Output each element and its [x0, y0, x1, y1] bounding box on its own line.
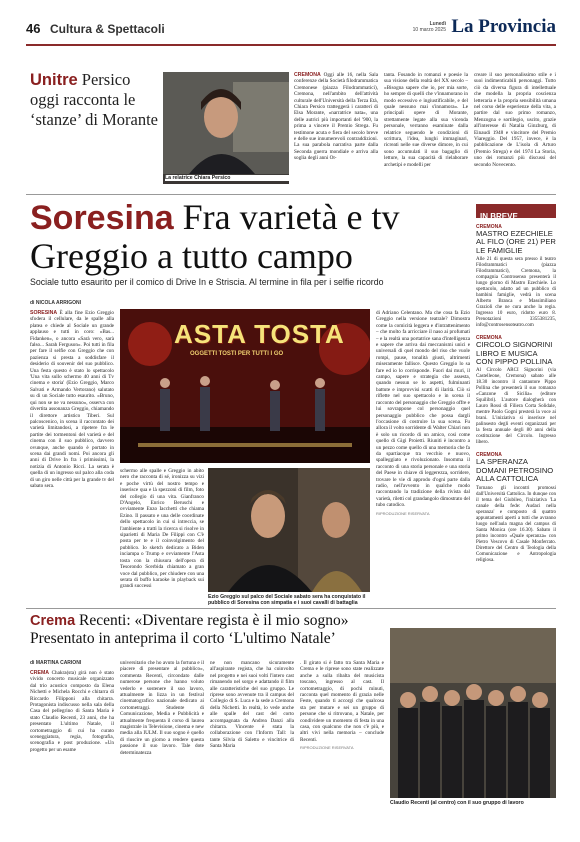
main-col-3 — [376, 310, 470, 517]
main-title-2: Greggio a tutto campo — [30, 236, 353, 276]
sidebar-item — [476, 452, 556, 563]
top-story-col-2 — [384, 72, 468, 168]
top-story-body-1: Oggi alle 16, nella Sala conferenze della Società filodrammatica Cremonese (piazza Filodrammatici), Cremona, nell'ambito dell'attività culturale dell'Università della Terza Età, Chiara Persico tratteggerà i caratteri di Elsa Morante, «narratrice nata», una delle autrici più importanti del '900, la prima a vincere il Premio Strega. Fu testimone acuta e fiera del secolo breve e delle sue innumerevoli contraddizioni. La sua parabola narrativa parte dalla Seconda guerra mondiale e arriva alla soglia degli anni Ot- — [294, 72, 378, 162]
top-story-place: CREMONA — [294, 72, 321, 78]
stage-photo — [120, 309, 370, 463]
section-name: Cultura & Spettacoli — [50, 22, 165, 36]
main-col-1 — [30, 310, 114, 489]
main-place: SORESINA — [30, 310, 58, 316]
sidebar-item-body: Al Circolo ARCI Signorini (via Castelleone, Cremona) sabato alle 18.30 incontro il cantautore Pippo Pollina che presenterà il suo romanzo «Canzone di Sicilia» (editore Squilibri). L'autore dialogherà con Lauro Rossi di Filiera Corta Solidale, mentre Paolo Gogni presterà la voce ai brani. L'iniziativa si inserisce nel palinsesto degli eventi organizzati per la festa annuale degli 80 anni della costituzione del Circolo. Ingresso libero. — [476, 368, 556, 446]
main-subtitle: Sociale tutto esaurito per il comico di Drive In e Striscia. Al termine in fila per i selfie ricordo — [30, 277, 384, 287]
sidebar-header — [476, 204, 556, 221]
top-story-photo — [163, 72, 289, 184]
stage-banner: ASTA TOSTA — [174, 319, 345, 349]
sidebar-item — [476, 335, 556, 446]
sidebar-item-body: Tornano gli incontri promossi dall'Università Cattolica. In dunque con il tema del Giubileo, l'iniziativa 'La canale della fede: Audaci nella speranza' e composto di quattro appuntamenti aperti a tutti che avranno luogo nell'aula magna del campus di Santa Monica (ore 16.30). Sabato il primo incontro «Quale speranza» con Pietro Vescovo di Casale Monferrato. Direttore del Centro di Teologia della Comunicazione e Antropologia religiosa. — [476, 485, 556, 563]
stage-banner-sub: OGGETTI TOSTI PER TUTTI I GO — [190, 351, 284, 357]
group-photo-caption: Claudio Recenti (al centro) con il suo gruppo di lavoro — [390, 800, 524, 806]
top-story-photo-caption: La relatrice Chiara Persico — [165, 175, 289, 181]
greggio-photo — [208, 468, 370, 592]
group-image — [390, 628, 556, 798]
bottom-byline: di MARTINA CARIONI — [30, 660, 82, 666]
bottom-col-3 — [210, 660, 294, 750]
main-title-1: Fra varietà e tv — [173, 197, 400, 237]
divider-bottom — [26, 608, 556, 609]
main-byline: di NICOLA ARRIGONI — [30, 300, 82, 306]
bottom-body-4: . Il girato si è fatto tra Santa Maria e Crema e le riprese sono state realizzate anche a sulla ribalta del musicista toscano, ingresso al cast. Il cortometraggio, di pochi minuti, racconta quel momento di grazia nelle Feste, quando ti accorgi che qualcosa sta per mutare e sei un gruppo di persone che si ritrovano, a Natale, per condividere un momento di festa in una casa, con qualcuno che non c'è più, e altri vivi nella memoria – conclude Recenti. — [300, 660, 384, 743]
bottom-kicker: Crema — [30, 613, 76, 629]
greggio-image — [208, 468, 370, 592]
bottom-title-1: Recenti: «Diventare regista è il mio sogno» — [75, 612, 349, 629]
bottom-col-1 — [30, 670, 114, 753]
bottom-body-3: ne non mancano sicuramente all'aspirante regista, che ha coinvolto nel progetto e nei suoi volti l'intero cast rimanendo nel sorgo e adattando il film alle caratteristiche del suo gruppo. Le riprese sono avvenute tra il campus del Collegio di S. Luca e la sede a Cremona della Nichetti. In realtà, lo vede anche alle spalle del cast del corto accompagnata da Andrea Danzi alla chitarra. Vincente è stata la collaborazione con l'Inform Tall: la tante Silvia di Saletto e vincitrice di Santa Maria — [210, 660, 294, 750]
bottom-place: CREMA — [30, 670, 50, 676]
group-photo — [390, 628, 556, 798]
sidebar-item-place: CREMONA — [476, 224, 502, 230]
sidebar-item-body: Alle 21 di questa sera presso il teatro Filodrammatici (piazza Filodrammatici), Cremona, la compagnia Controsenso presenterà il lungo giorno di Mastro Ezechiele. Lo spettacolo, adatto ad un pubblico di bambini famiglie, vedrà in scena Alberto Branca e Massimiliano Grazioli che ne cura anche la regia. Ingresso 10 euro, ridotto euro 8. Prenotazioni 3355381235, info@controsensoteatro.com — [476, 257, 556, 329]
bottom-headline-line-1 — [30, 612, 430, 630]
top-story-title — [30, 70, 162, 130]
sidebar-item-headline: LA SPERANZA DOMANI PETROSINO ALLA CATTOLICA — [476, 457, 554, 484]
main-body-1: È alla fine Ezio Greggio sfodera il cellulare, da le spalle alla platea e chiede al Sociale un grande applauso e tutti in coro: «Bas... Fidanken», o ancora «Sarà vero, sarà falso... Sarah Ferguson». Poi tutti in fila per fare il selfie con Greggio che con pazienza si presta a soddisfare il desiderio di souvenir del suo pubblico. Una festa questo è stato lo spettacolo 'Una vita sullo schermo 40 anni di Tv cinema e storia' (Ezio Greggio, Marco Salvati e Armando Vertorano) salutato su di un Sociale tutto esaurito. «Bruno, qui non se ne va nessuno», osserva con divertita assonanza Greggio, chiamando il direttore artistico Tiberi. Sul palcoscenico, in scena il raccontato dei varietà limitandosi, a ripetere fra le partite dei tormentoni del varietà e del cinema con il suo pubblico, davvero ovunque, anche quando è portato in scena dai grandi nomi. Poi ancora gli anni di Drive In fra i primissimi, la notizia di Antonio Ricci. La serata è quella di un ingresso sul palco alla coda di un giro nelle città per la grande tv del sabato sera. — [30, 310, 115, 489]
issue-day: Lunedì — [429, 21, 446, 27]
bottom-col-4 — [300, 660, 384, 752]
main-headline-line-1 — [30, 198, 470, 237]
main-credit: RIPRODUZIONE RISERVATA — [376, 510, 430, 516]
top-story-col-1 — [294, 72, 378, 162]
divider-top — [26, 194, 556, 195]
greggio-photo-caption: Ezio Greggio sul palco del Sociale sabato sera ha conquistato il pubblico di Soresina con simpatia e i suoi cavalli di battaglia — [208, 594, 366, 607]
bottom-body-2: universitario che ho avuto la fortuna e il piacere di presentare al pubblico», commenta Recenti, circondato dalle numerose persone che hanno voluto vederlo e sostenere il suo lavoro, attualmente in lizza in un festival cinematografico nazionale dedicato ai cortometraggi. Studente di Comunicazione, Media e Pubblicità e attualmente frequenta il corso di laurea magistrale in Televisione, cinema e new media alla IULM. Il suo sogno è quello di riuscire un giorno a rendere questa passione il suo lavoro. Tale dote determinatezza — [120, 660, 204, 756]
top-story-kicker: Unitre — [30, 71, 78, 89]
main-headline — [30, 198, 470, 275]
main-body-3: di Adriano Celentano. Ma che cosa fa Ezio Greggio nella versione teatrale? Dimostra come la comicità leggera e d'intrattenimento – che molto fa arricciare il naso ai profumati – e la realtà una portatrice sana d'intelligenza e sapere che arriva dai meccanismi unici e universali di quel mondo del riso che vuole rompi, pause, tonalità giusti, altrimenti miseramente fallisce. Questo Greggio lo sa fare ed io lo corrisponde. Fuori dai muri, il campo, sapere e strategia che assesta, quando nessun se lo aspetti, fulminanti battute e improvvisi scatti di ilarità. Ciò si riflette nel suo spettacolo e in scena il racconto del personaggio che Greggio offre e lui sovrappone col personaggio quel personaggio pubblico che possa dargli l'occasione di costruire la sua scena. Fu allora il volto sorridente di Walter Chiari non è solo un ricordo di un amico, così come quello di Gigi Proietti. Riuniti è incontro a un pezzo come quello di una memoria che fa da spartiacque tra vecchio e nuovo, spalleggiato e rivoluzionato. Insomma il racconto di una storia personale e una storia del Paese in chiave di leggerezza, sorridere, trovare le vie di approdo d'ogni parte dalla radio, nell'avvento in qualche modo raccontando la tradizione della rivista dal varietà, riletti col grandangolo dimostrato del tubo catodico. — [376, 310, 470, 509]
top-story-body-3: creare il suo personalissimo stile e i suoi indimenticabili personaggi. Tutto ciò da diversa figura di intellettuale che modella la propria coscienza letteraria e la propria sensibilità umana nel corso delle esperienze della vita, a partire dal suo primo romanzo, Menzogna e sortilegio, uscito, grazie all'interesse di Natalia Ginzburg, di Einaudi 1948 e vincitore del Premio Viareggio. Del 1957, invece, è la pubblicazione de L'isola di Arturo (Premio Strega) e del 1974 La Storia, uno dei romanzi più discussi del secondo Novecento. — [474, 72, 556, 168]
sidebar-title: IN BREVE — [480, 212, 518, 221]
sidebar-item-headline: MASTRO EZECHIELE AL FILO (ORE 21) PER LE FAMIGLIE — [476, 229, 556, 255]
main-col-2 — [120, 468, 204, 590]
page-number: 46 — [26, 21, 41, 36]
page-header — [26, 12, 556, 46]
bottom-title-2: Presentato in anteprima il corto ‘L'ultimo Natale’ — [30, 630, 336, 647]
bottom-credit: RIPRODUZIONE RISERVATA — [300, 745, 354, 751]
bottom-col-2 — [120, 660, 204, 756]
issue-date-text: 10 marzo 2025 — [412, 27, 446, 33]
bottom-headline — [30, 612, 430, 648]
top-story-headline: Persico oggi racconta le ‘stanze’ di Morante — [30, 70, 158, 129]
sidebar — [476, 204, 556, 604]
top-story-body-2: tanta. Fosando in romanzi e poesie la sua visione della realtà del XX secolo – «Bisogna sapere che io, per mia sorte, ho sempre di quelli che v'innamorano in modo eccessivo e ingiustificabile, e del quale nessuno mai s'innamora». Le principali opere di Morante, strettamente legate alla sua vicenda personale, verranno esaminate dalla relatrice seguendo le condizioni di scrittura, l'idea, lunghi immaginari, ricreati nelle sue diverse dimore, in cui sono accumulati il suo bagaglio di letture, la sua capacità di rielaborare archetipi e modelli per — [384, 72, 468, 168]
sidebar-item-place: CREMONA — [476, 335, 502, 342]
masthead: La Provincia — [451, 16, 556, 37]
portrait-image — [163, 72, 289, 174]
sidebar-item-place: CREMONA — [476, 452, 502, 459]
main-kicker: Soresina — [30, 199, 174, 237]
sidebar-item-headline: CIRCOLO SIGNORINI LIBRO E MUSICA CON PIPPO POLLINA — [476, 340, 553, 367]
bottom-body-1: Chakra(sta) girà non è stato vivido concerto musicale organizzato dal trio acustico composto da Elena Nichetti e Michela Rocchi e chitarra di Riccardo Filipponi alla chitarra. Protagonista indiscusso nella sala della Casa del pellegrino di Santa Maria è stato Claudio Recenti, 23 anni, che ha presentato L'ultimo Natale, il cortometraggio di cui ha curato sceneggiatura, regia, fotografia, scenografia e post produzione. «Un progetto per un esame — [30, 670, 114, 753]
main-body-2: schermo alle spalle e Greggio in abito nero che racconta di sé, ironizza su vizi e poche virtù del nostro tempo e inserisce qua e là spezzoni di film, foto del collegio di una vita. Gianfranco D'Angelo, Enrico Beruschi e ovviamente Enzo Iacchetti che chiama Ezino. Il passato e una delle coordinate dello spettacolo in cui si intreccia, se l'ambiente a tratti la ricerca si risolve in siparietti di Maria De Filippi con C'è posta per te e il coinvolgimento del pubblico. Io sketch dedicato a Biden inciampa o Trump e ovviamente l'Asta tosta con la chiusura dell'opera di Tesorondo Scerbida chiamato a gran voce dal pubblico, per chiudere con una serata di buffo karaoke in playback sui grandi successi — [120, 468, 204, 590]
top-story-col-3 — [474, 72, 556, 168]
issue-date — [413, 21, 446, 33]
sidebar-item — [476, 224, 556, 329]
